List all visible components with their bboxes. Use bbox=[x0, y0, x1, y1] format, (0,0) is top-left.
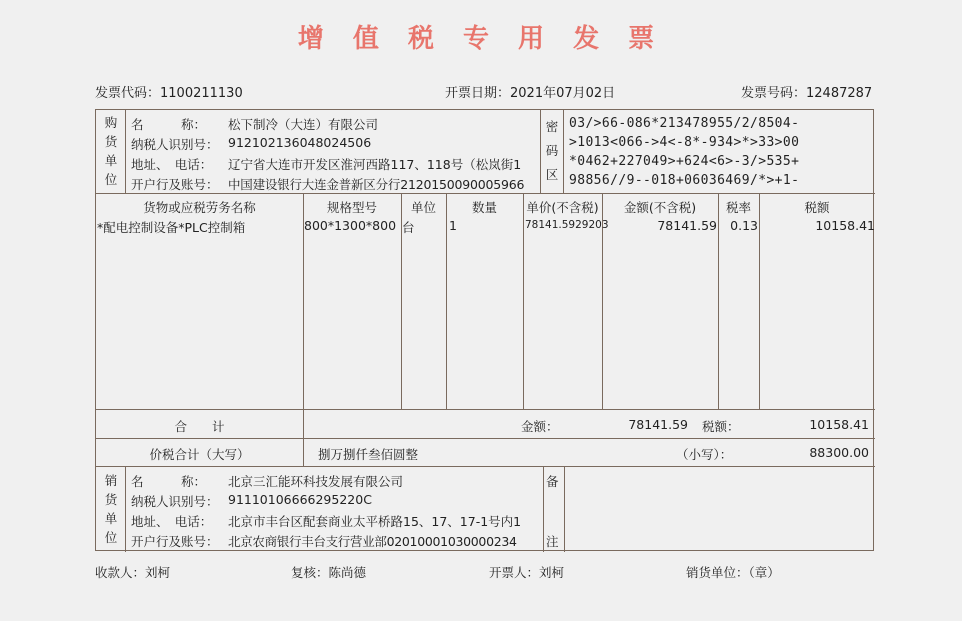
divider bbox=[446, 193, 447, 409]
buyer-bank: 中国建设银行大连金普新区分行2120150090005966 bbox=[228, 177, 525, 192]
item-tax-amount: 10158.41 bbox=[815, 218, 875, 233]
buyer-tax-id: 912102136048024506 bbox=[228, 135, 372, 150]
item-name: *配电控制设备*PLC控制箱 bbox=[97, 220, 246, 235]
totals-amount-label: 金额： bbox=[521, 419, 559, 434]
header-unit: 单位 bbox=[410, 200, 436, 215]
invoice-code: 发票代码：1100211130 bbox=[95, 86, 243, 101]
buyer-address-label: 地址、 电话： bbox=[131, 157, 213, 172]
footer-seller-seal: 销货单位：（章） bbox=[686, 565, 780, 580]
cipher-line: 03/>66-086*213478955/2/8504- bbox=[569, 116, 800, 131]
remark-label: 备 bbox=[546, 474, 559, 489]
buyer-name: 松下制冷（大连）有限公司 bbox=[228, 117, 379, 132]
grand-total-words: 捌万捌仟叁佰圆整 bbox=[318, 447, 419, 462]
footer-issuer: 开票人：刘柯 bbox=[489, 565, 565, 580]
seller-tax-label: 纳税人识别号： bbox=[131, 494, 219, 509]
seller-name-label: 名 称： bbox=[131, 474, 207, 489]
invoice-title: 增 值 税 专 用 发 票 bbox=[297, 24, 665, 54]
item-unit: 台 bbox=[402, 220, 415, 235]
divider bbox=[96, 438, 875, 439]
grand-total-small: 88300.00 bbox=[809, 445, 869, 460]
divider bbox=[303, 193, 304, 466]
cipher-line: *0462+227049>+624<6>-3/>535+ bbox=[569, 154, 800, 169]
remark-label: 注 bbox=[546, 534, 559, 549]
divider bbox=[540, 110, 541, 193]
totals-tax: 10158.41 bbox=[809, 417, 869, 432]
divider bbox=[96, 409, 875, 410]
buyer-tax-label: 纳税人识别号： bbox=[131, 137, 219, 152]
item-quantity: 1 bbox=[449, 218, 457, 233]
cipher-line: 98856//9--018+06036469/*>+1- bbox=[569, 173, 800, 188]
buyer-bank-label: 开户行及账号： bbox=[131, 177, 219, 192]
buyer-section-label: 购 货 单 位 bbox=[104, 115, 118, 187]
item-spec: 800*1300*800 bbox=[304, 218, 397, 233]
header-tax-amount: 税额 bbox=[804, 200, 830, 215]
cipher-line: >1013<066->4<-8*-934>*>33>00 bbox=[569, 135, 800, 150]
grand-total-small-label: （小写）： bbox=[676, 447, 733, 462]
divider bbox=[96, 466, 875, 467]
header-spec: 规格型号 bbox=[326, 200, 377, 215]
divider bbox=[563, 110, 564, 193]
buyer-address: 辽宁省大连市开发区淮河西路117、118号（松岚街1 bbox=[228, 157, 522, 172]
seller-section-label: 销 货 单 位 bbox=[104, 473, 118, 545]
totals-label: 合 计 bbox=[174, 419, 225, 434]
seller-address: 北京市丰台区配套商业太平桥路15、17、17-1号内1 bbox=[228, 514, 522, 529]
footer-reviewer: 复核：陈尚德 bbox=[291, 565, 367, 580]
buyer-name-label: 名 称： bbox=[131, 117, 207, 132]
divider bbox=[125, 466, 126, 552]
divider bbox=[564, 466, 565, 552]
invoice-table bbox=[95, 109, 874, 551]
item-tax-rate: 0.13 bbox=[730, 218, 758, 233]
seller-bank: 北京农商银行丰台支行营业部02010001030000234 bbox=[228, 534, 517, 549]
seller-address-label: 地址、 电话： bbox=[131, 514, 213, 529]
seller-tax-id: 91110106666295220C bbox=[228, 492, 372, 507]
cipher-label: 密 码 区 bbox=[545, 119, 559, 182]
invoice-date: 开票日期：2021年07月02日 bbox=[445, 86, 616, 101]
item-amount: 78141.59 bbox=[657, 218, 717, 233]
totals-amount: 78141.59 bbox=[628, 417, 688, 432]
item-unit-price: 78141.5929203 bbox=[525, 219, 609, 231]
footer-payee: 收款人：刘柯 bbox=[95, 565, 171, 580]
header-amount: 金额(不含税) bbox=[623, 200, 697, 215]
header-unit-price: 单价(不含税) bbox=[526, 200, 599, 215]
seller-name: 北京三汇能环科技发展有限公司 bbox=[228, 474, 404, 489]
grand-total-label: 价税合计（大写） bbox=[149, 447, 250, 462]
invoice-number: 发票号码：12487287 bbox=[741, 86, 873, 101]
header-tax-rate: 税率 bbox=[725, 200, 751, 215]
divider bbox=[523, 193, 524, 409]
seller-bank-label: 开户行及账号： bbox=[131, 534, 219, 549]
divider bbox=[125, 110, 126, 193]
header-quantity: 数量 bbox=[471, 200, 497, 215]
divider bbox=[543, 466, 544, 552]
totals-tax-label: 税额： bbox=[702, 419, 740, 434]
header-item-name: 货物或应税劳务名称 bbox=[143, 200, 256, 215]
